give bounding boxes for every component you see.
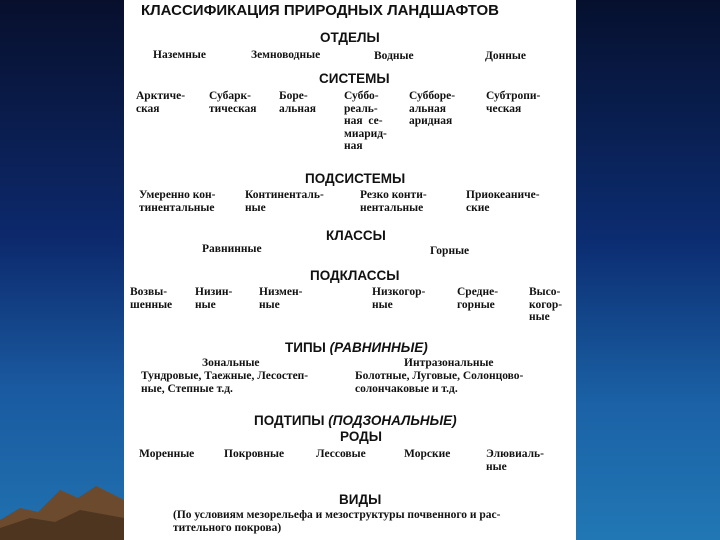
podsistemy-item: Приокеаниче- ские (466, 189, 540, 214)
tipy-heading-label: ТИПЫ (285, 340, 326, 355)
otdely-item: Донные (485, 50, 526, 62)
podsistemy-item: Умеренно кон- тинентальные (139, 189, 216, 214)
otdely-item: Водные (374, 50, 414, 62)
podtipy-heading-label: ПОДТИПЫ (254, 413, 325, 428)
sistemy-item: Субтропи- ческая (486, 90, 541, 115)
mountain-decoration (0, 460, 124, 540)
podklassy-item: Низмен- ные (259, 286, 303, 311)
background-right-panel (576, 0, 720, 540)
heading-podtipy (254, 413, 457, 428)
tipy-heading-note: (РАВНИННЫЕ) (329, 340, 428, 355)
podklassy-item: Средне- горные (457, 286, 499, 311)
rody-item: Элювиаль- ные (486, 448, 544, 473)
tipy-zonal-title: Зональные (202, 357, 260, 369)
tipy-intrazonal-title: Интразональные (404, 357, 494, 369)
sistemy-item: Субборе- альная аридная (409, 90, 456, 127)
podtipy-heading-note: (ПОДЗОНАЛЬНЫЕ) (328, 413, 457, 428)
tipy-intrazonal-text: Болотные, Луговые, Солонцово- солончаковые и т.д. (355, 370, 524, 395)
heading-vidy: ВИДЫ (339, 492, 382, 507)
heading-otdely: ОТДЕЛЫ (320, 30, 380, 45)
sistemy-item: Суббо- реаль- ная се- миарид- ная (344, 90, 387, 152)
podsistemy-item: Континенталь- ные (245, 189, 324, 214)
vidy-text: (По условиям мезорельефа и мезоструктуры почвенного и рас- тительного покрова) (173, 509, 501, 534)
rody-item: Покровные (224, 448, 285, 460)
heading-rody: РОДЫ (340, 429, 382, 444)
podklassy-item: Возвы- шенные (130, 286, 173, 311)
podklassy-item: Низин- ные (195, 286, 233, 311)
tipy-zonal-text: Тундровые, Таежные, Лесостеп- ные, Степные т.д. (141, 370, 309, 395)
rody-item: Моренные (139, 448, 195, 460)
klassy-item: Горные (430, 245, 470, 257)
rody-item: Лессовые (316, 448, 366, 460)
heading-podsistemy: ПОДСИСТЕМЫ (305, 171, 406, 186)
heading-podklassy: ПОДКЛАССЫ (310, 268, 400, 283)
heading-klassy: КЛАССЫ (326, 228, 386, 243)
background-left-panel (0, 0, 124, 540)
rody-item: Морские (404, 448, 451, 460)
otdely-item: Наземные (153, 49, 206, 61)
heading-tipy (285, 340, 428, 355)
document-page (124, 0, 576, 540)
heading-sistemy: СИСТЕМЫ (319, 71, 390, 86)
podklassy-item: Низкогор- ные (372, 286, 426, 311)
otdely-item: Земноводные (251, 49, 321, 61)
sistemy-item: Арктиче- ская (136, 90, 186, 115)
podklassy-item: Высо- когор- ные (529, 286, 563, 323)
sistemy-item: Субарк- тическая (209, 90, 257, 115)
document-title: КЛАССИФИКАЦИЯ ПРИРОДНЫХ ЛАНДШАФТОВ (141, 2, 499, 19)
klassy-item: Равнинные (202, 243, 262, 255)
sistemy-item: Боре- альная (279, 90, 316, 115)
podsistemy-item: Резко конти- нентальные (360, 189, 427, 214)
